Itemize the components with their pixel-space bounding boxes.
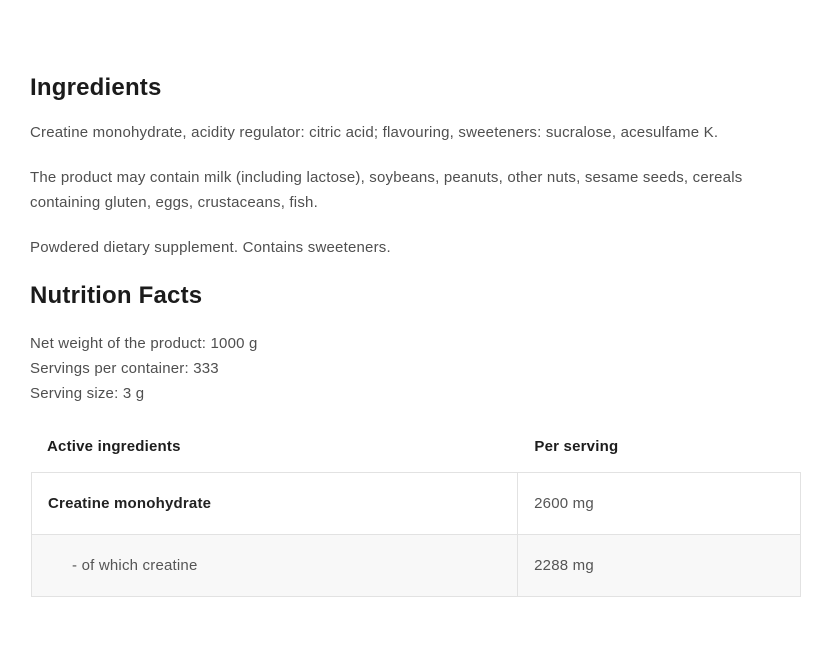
ingredients-section xyxy=(30,72,800,260)
servings-per-container-line: Servings per container: 333 xyxy=(30,360,219,378)
ingredient-name-cell: Creatine monohydrate xyxy=(32,473,518,534)
table-row-creatine-monohydrate xyxy=(32,473,800,534)
nutrition-table-body xyxy=(31,472,801,597)
ingredients-heading: Ingredients xyxy=(30,74,162,101)
per-serving-value-cell: 2600 mg xyxy=(534,495,594,513)
nutrition-facts-heading: Nutrition Facts xyxy=(30,282,203,310)
nutrition-facts-section xyxy=(30,280,800,597)
column-header-per-serving: Per serving xyxy=(534,438,619,456)
serving-info-block xyxy=(30,331,800,406)
nutrition-table-header-row xyxy=(31,425,801,472)
table-row-of-which-creatine xyxy=(32,534,800,596)
net-weight-line: Net weight of the product: 1000 g xyxy=(30,335,258,353)
supplement-note-text: Powdered dietary supplement. Contains sweeteners. xyxy=(30,239,391,257)
per-serving-value-cell: 2288 mg xyxy=(534,557,594,575)
serving-size-line: Serving size: 3 g xyxy=(30,385,145,403)
column-header-active-ingredients: Active ingredients xyxy=(47,438,181,456)
ingredient-name-cell: - of which creatine xyxy=(32,535,518,596)
ingredients-composition-text: Creatine monohydrate, acidity regulator: citric acid; flavouring, sweeteners: sucralose, acesulfame K. xyxy=(30,124,719,142)
allergen-notice-text: The product may contain milk (including lactose), soybeans, peanuts, other nuts, sesame seeds, cereals containing gluten, eggs, crustaceans, fish. xyxy=(30,169,743,212)
nutrition-table xyxy=(31,425,801,597)
